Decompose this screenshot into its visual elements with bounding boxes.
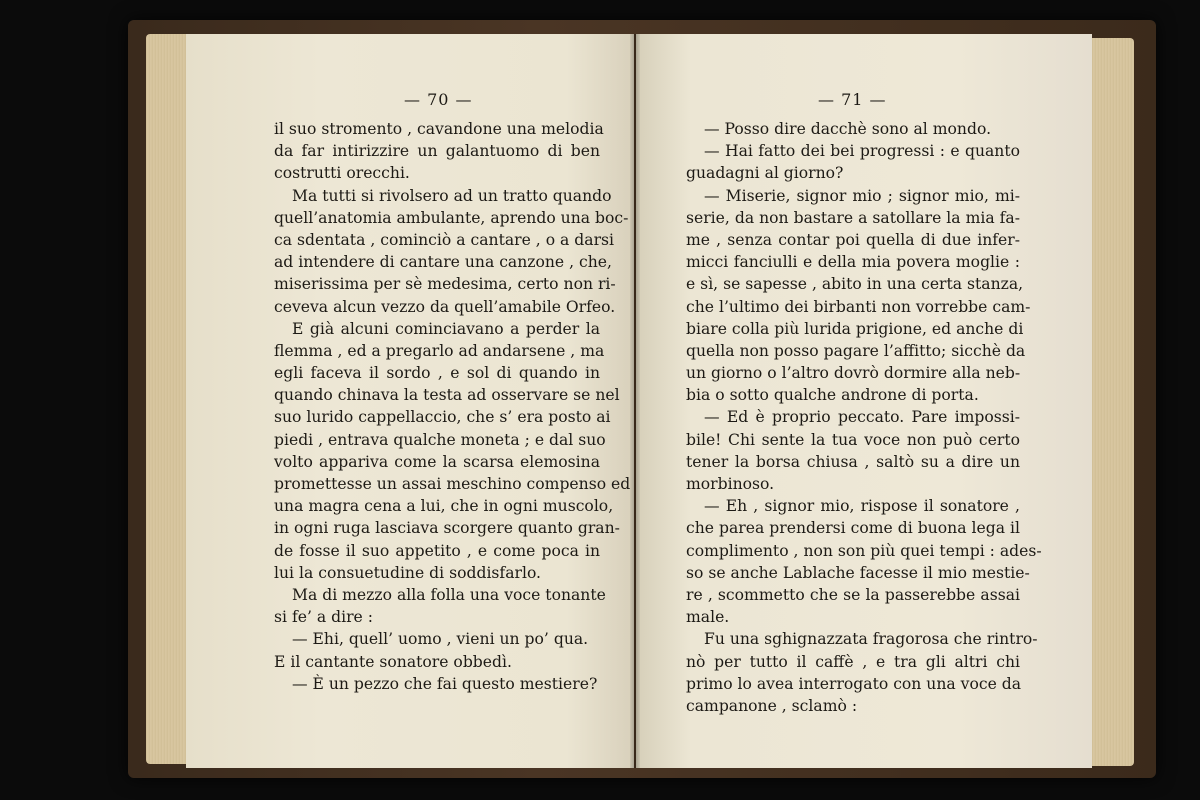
text-line: flemma , ed a pregarlo ad andarsene , ma <box>274 341 605 360</box>
text-line: lui la consuetudine di soddisfarlo. <box>274 563 542 582</box>
left-page <box>186 34 634 768</box>
text-line: quando chinava la testa ad osservare se nel <box>274 386 620 405</box>
text-line: E già alcuni cominciavano a perder la <box>292 319 600 338</box>
text-line: — È un pezzo che fai questo mestiere? <box>292 674 598 693</box>
text-line: piedi , entrava qualche moneta ; e dal suo <box>274 430 606 449</box>
text-line: male. <box>686 608 730 627</box>
page-text <box>274 118 631 695</box>
text-line: primo lo avea interrogato con una voce da <box>686 674 1022 693</box>
text-line: campanone , sclamò : <box>686 696 858 715</box>
text-line: costrutti orecchi. <box>274 164 410 183</box>
text-line: tener la borsa chiusa , saltò su a dire un <box>686 452 1020 471</box>
book-gutter <box>630 34 640 768</box>
text-line: che parea prendersi come di buona lega il <box>686 519 1020 538</box>
text-line: — Hai fatto dei bei progressi : e quanto <box>704 142 1020 161</box>
text-line: so se anche Lablache facesse il mio mestie- <box>686 563 1030 582</box>
text-line: biare colla più lurida prigione, ed anche di <box>686 319 1024 338</box>
text-line: egli faceva il sordo , e sol di quando in <box>274 364 600 383</box>
text-line: e sì, se sapesse , abito in una certa stanza, <box>686 275 1024 294</box>
text-line: me , senza contar poi quella di due infer- <box>686 230 1020 249</box>
text-line: si fe’ a dire : <box>274 608 373 627</box>
text-line: Ma tutti si rivolsero ad un tratto quando <box>292 186 612 205</box>
text-line: ad intendere di cantare una canzone , che, <box>274 253 612 272</box>
text-line: — Posso dire dacchè sono al mondo. <box>704 120 992 138</box>
text-line: serie, da non bastare a satollare la mia fa- <box>686 208 1020 227</box>
text-line: in ogni ruga lasciava scorgere quanto gran- <box>274 519 620 538</box>
text-line: ca sdentata , cominciò a cantare , o a darsi <box>274 230 615 249</box>
text-line: — Eh , signor mio, rispose il sonatore , <box>704 497 1020 516</box>
text-line: micci fanciulli e della mia povera moglie : <box>686 253 1020 272</box>
page-number: — 71 — <box>818 90 887 109</box>
text-line: guadagni al giorno? <box>686 164 844 183</box>
text-line: miserissima per sè medesima, certo non ri- <box>274 275 616 294</box>
text-line: re , scommetto che se la passerebbe assai <box>686 585 1020 604</box>
text-line: de fosse il suo appetito , e come poca in <box>274 541 600 560</box>
text-line: quell’anatomia ambulante, aprendo una boc- <box>274 208 629 227</box>
right-page <box>636 34 1092 768</box>
page-text <box>686 118 1042 717</box>
text-line: ceveva alcun vezzo da quell’amabile Orfeo. <box>274 297 616 316</box>
right-page-edges <box>1092 38 1134 766</box>
text-line: volto appariva come la scarsa elemosina <box>274 452 600 471</box>
text-line: — Ed è proprio peccato. Pare impossi- <box>704 408 1020 427</box>
text-line: quella non posso pagare l’affitto; sicchè da <box>686 341 1026 360</box>
text-line: Fu una sghignazzata fragorosa che rintro- <box>704 630 1038 649</box>
text-line: bile! Chi sente la tua voce non può certo <box>686 430 1020 449</box>
text-line: complimento , non son più quei tempi : ades- <box>686 541 1042 560</box>
text-line: E il cantante sonatore obbedì. <box>274 652 512 671</box>
text-line: nò per tutto il caffè , e tra gli altri chi <box>686 652 1020 671</box>
text-line: Ma di mezzo alla folla una voce tonante <box>292 585 606 604</box>
page-number: — 70 — <box>404 90 473 109</box>
text-line: morbinoso. <box>686 475 775 493</box>
text-line: — Ehi, quell’ uomo , vieni un po’ qua. <box>292 630 589 649</box>
text-line: promettesse un assai meschino compenso ed <box>274 475 631 493</box>
text-line: che l’ultimo dei birbanti non vorrebbe cam- <box>686 297 1031 316</box>
text-line: da far intirizzire un galantuomo di ben <box>274 142 600 161</box>
text-line: bia o sotto qualche androne di porta. <box>686 386 979 405</box>
text-line: — Miserie, signor mio ; signor mio, mi- <box>704 186 1020 205</box>
text-line: suo lurido cappellaccio, che s’ era posto ai <box>274 408 611 427</box>
left-page-edges <box>146 34 190 764</box>
text-line: un giorno o l’altro dovrò dormire alla neb- <box>686 364 1021 383</box>
text-line: una magra cena a lui, che in ogni muscolo, <box>274 497 614 516</box>
text-line: il suo stromento , cavandone una melodia <box>274 120 604 138</box>
